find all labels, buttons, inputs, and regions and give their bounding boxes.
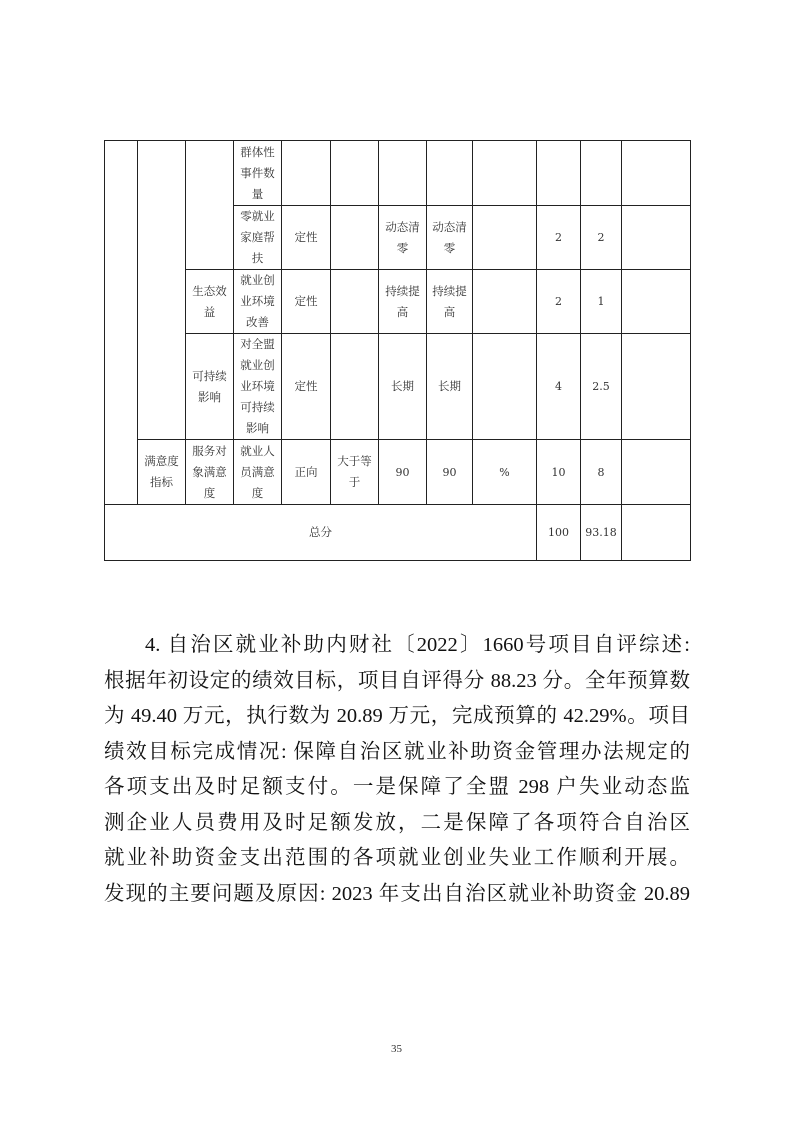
total-score: 93.18 (581, 505, 622, 561)
cell-actual (427, 141, 473, 206)
performance-table (104, 140, 691, 561)
table-row (105, 440, 691, 505)
cell-score: 1 (581, 270, 622, 334)
cell-weight: 10 (537, 440, 581, 505)
cell-level3: 可持续影响 (186, 334, 234, 440)
cell-score (581, 141, 622, 206)
cell-unit: % (473, 440, 537, 505)
cell-level3 (186, 141, 234, 270)
cell-indicator: 群体性事件数量 (234, 141, 282, 206)
cell-unit (473, 270, 537, 334)
cell-actual: 90 (427, 440, 473, 505)
cell-target (379, 141, 427, 206)
cell-note (622, 334, 691, 440)
cell-level3: 服务对象满意度 (186, 440, 234, 505)
cell-operator (331, 334, 379, 440)
cell-indicator: 就业人员满意度 (234, 440, 282, 505)
paragraph-line: 测企业人员费用及时足额发放，二是保障了各项符合自治区 (104, 811, 690, 834)
cell-weight: 2 (537, 270, 581, 334)
cell-nature (282, 141, 331, 206)
cell-indicator: 对全盟就业创业环境可持续影响 (234, 334, 282, 440)
cell-level2: 满意度指标 (138, 440, 186, 505)
table-row (105, 141, 691, 206)
paragraph-line: 就业补助资金支出范围的各项就业创业失业工作顺利开展。 (104, 847, 690, 869)
cell-operator (331, 206, 379, 270)
total-label: 总分 (105, 505, 537, 561)
cell-nature: 定性 (282, 206, 331, 270)
cell-nature: 定性 (282, 270, 331, 334)
total-row (105, 505, 691, 561)
summary-paragraph (104, 628, 690, 912)
cell-indicator: 就业创业环境改善 (234, 270, 282, 334)
cell-level2 (138, 141, 186, 440)
cell-nature: 正向 (282, 440, 331, 505)
paragraph-line: 为 49.40 万元，执行数为 20.89 万元，完成预算的 42.29%。项目 (104, 705, 690, 727)
cell-note (622, 141, 691, 206)
cell-target: 持续提高 (379, 270, 427, 334)
cell-target: 90 (379, 440, 427, 505)
paragraph-line: 发现的主要问题及原因: 2023 年支出自治区就业补助资金 20.89 (104, 882, 690, 905)
cell-weight: 4 (537, 334, 581, 440)
cell-note (622, 440, 691, 505)
cell-target: 长期 (379, 334, 427, 440)
cell-score: 2 (581, 206, 622, 270)
paragraph-line: 根据年初设定的绩效目标，项目自评得分 88.23 分。全年预算数 (104, 669, 690, 692)
page-number: 35 (391, 1043, 402, 1055)
cell-actual: 动态清零 (427, 206, 473, 270)
cell-operator: 大于等于 (331, 440, 379, 505)
table-row (105, 334, 691, 440)
cell-score: 2.5 (581, 334, 622, 440)
cell-unit (473, 334, 537, 440)
cell-score: 8 (581, 440, 622, 505)
cell-operator (331, 270, 379, 334)
cell-indicator: 零就业家庭帮扶 (234, 206, 282, 270)
cell-note (622, 270, 691, 334)
cell-actual: 长期 (427, 334, 473, 440)
cell-unit (473, 206, 537, 270)
cell-level3: 生态效益 (186, 270, 234, 334)
total-weight: 100 (537, 505, 581, 561)
cell-weight (537, 141, 581, 206)
paragraph-line: 绩效目标完成情况: 保障自治区就业补助资金管理办法规定的 (104, 740, 690, 763)
cell-actual: 持续提高 (427, 270, 473, 334)
table-row (105, 270, 691, 334)
total-note (622, 505, 691, 561)
cell-unit (473, 141, 537, 206)
paragraph-line: 4. 自治区就业补助内财社〔2022〕1660号项目自评综述: (145, 634, 690, 656)
cell-nature: 定性 (282, 334, 331, 440)
paragraph-line: 各项支出及时足额支付。一是保障了全盟 298 户失业动态监 (104, 776, 690, 798)
cell-weight: 2 (537, 206, 581, 270)
cell-note (622, 206, 691, 270)
cell-level1 (105, 141, 138, 505)
cell-target: 动态清零 (379, 206, 427, 270)
cell-operator (331, 141, 379, 206)
